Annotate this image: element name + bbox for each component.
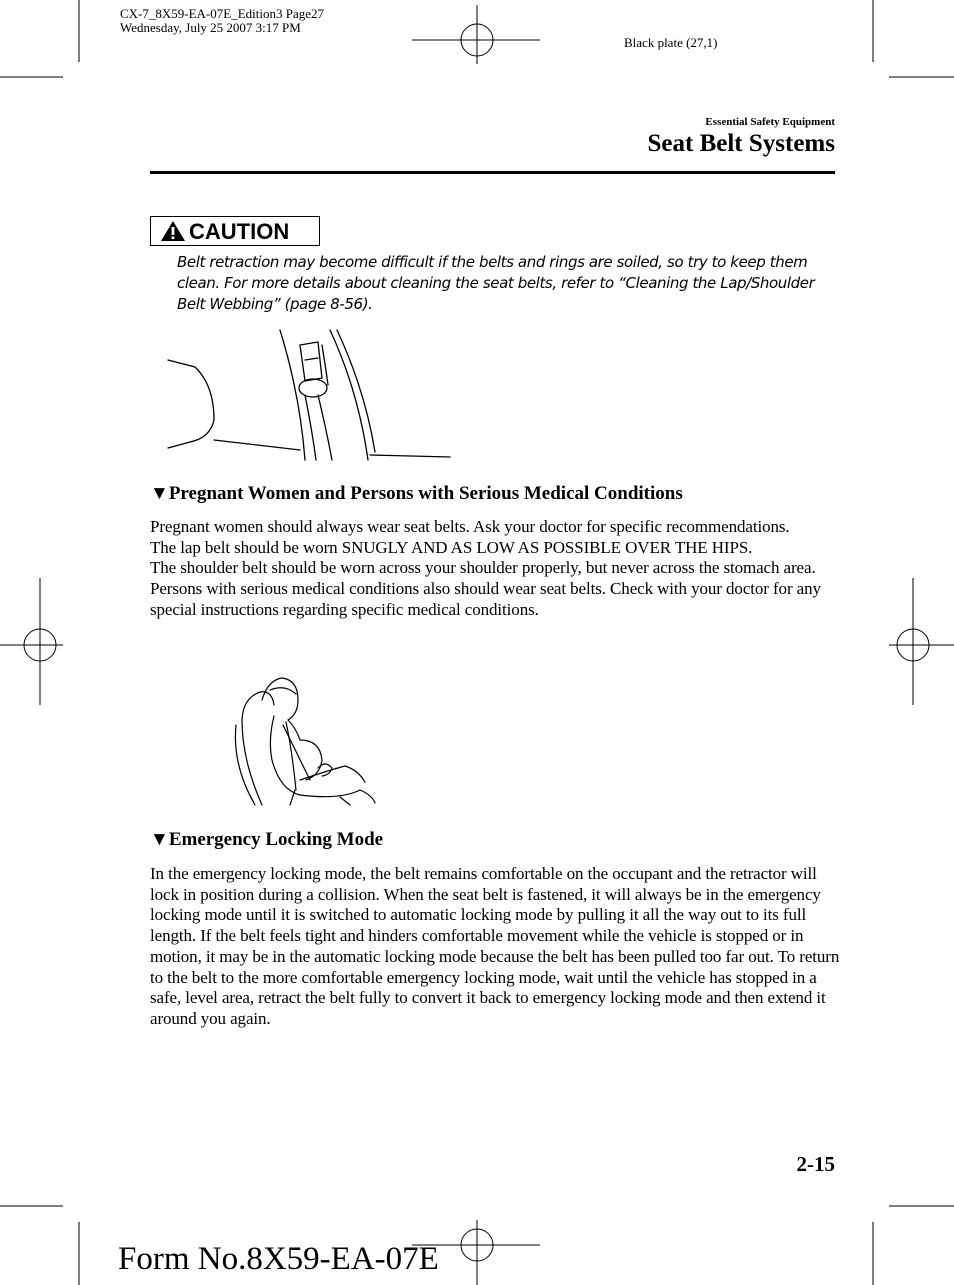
print-info-line1: CX-7_8X59-EA-07E_Edition3 Page27	[120, 6, 325, 21]
page-number: 2-15	[796, 1152, 835, 1176]
section-marker: ▼	[150, 483, 169, 504]
print-info-line2: Wednesday, July 25 2007 3:17 PM	[120, 20, 301, 35]
paragraph: The shoulder belt should be worn across your shoulder properly, but never across the stomach area.	[150, 558, 816, 578]
section-body-pregnant	[150, 517, 840, 621]
paragraph: Persons with serious medical conditions also should wear seat belts. Check with your doctor for any special instructions regarding specific medical conditions.	[150, 579, 821, 619]
section-body-emergency-locking	[150, 864, 840, 1030]
section-heading-text: Emergency Locking Mode	[168, 829, 384, 850]
section-heading-pregnant	[150, 483, 683, 505]
warning-triangle-icon	[159, 219, 187, 243]
caution-text: Belt retraction may become difficult if the belts and rings are soiled, so try to keep them clean. For more details about cleaning the seat belts, refer to “Cleaning the Lap/Shoulder Belt Webbing” (page 8-56).	[177, 253, 815, 313]
section-heading-emergency-locking	[150, 829, 383, 851]
page-title: Seat Belt Systems	[647, 130, 835, 157]
paragraph: The lap belt should be worn SNUGLY AND AS LOW AS POSSIBLE OVER THE HIPS.	[150, 537, 753, 557]
caution-label: CAUTION	[189, 219, 290, 244]
caution-box	[150, 216, 320, 246]
section-subtitle: Essential Safety Equipment	[705, 116, 835, 128]
print-info	[120, 7, 324, 35]
plate-label: Black plate (27,1)	[624, 35, 718, 50]
paragraph: In the emergency locking mode, the belt remains comfortable on the occupant and the retractor will lock in position during a collision. When the seat belt is fastened, it will always be in the emergency locking mode until it is switched to automatic locking mode by pulling it all the way out to its full length. If the belt feels tight and hinders comfortable movement while the vehicle is stopped or in motion, it may be in the automatic locking mode because the belt has been pulled too far out. To return to the belt to the more comfortable emergency locking mode, wait until the vehicle has stopped in a safe, level area, retract the belt fully to convert it back to emergency locking mode and then extend it around you again.	[150, 864, 840, 1028]
header-rule	[150, 171, 835, 174]
form-number: Form No.8X59-EA-07E	[118, 1241, 439, 1277]
section-heading-text: Pregnant Women and Persons with Serious Medical Conditions	[168, 483, 683, 504]
paragraph: Pregnant women should always wear seat belts. Ask your doctor for specific recommendations.	[150, 517, 790, 536]
section-marker: ▼	[150, 829, 169, 850]
